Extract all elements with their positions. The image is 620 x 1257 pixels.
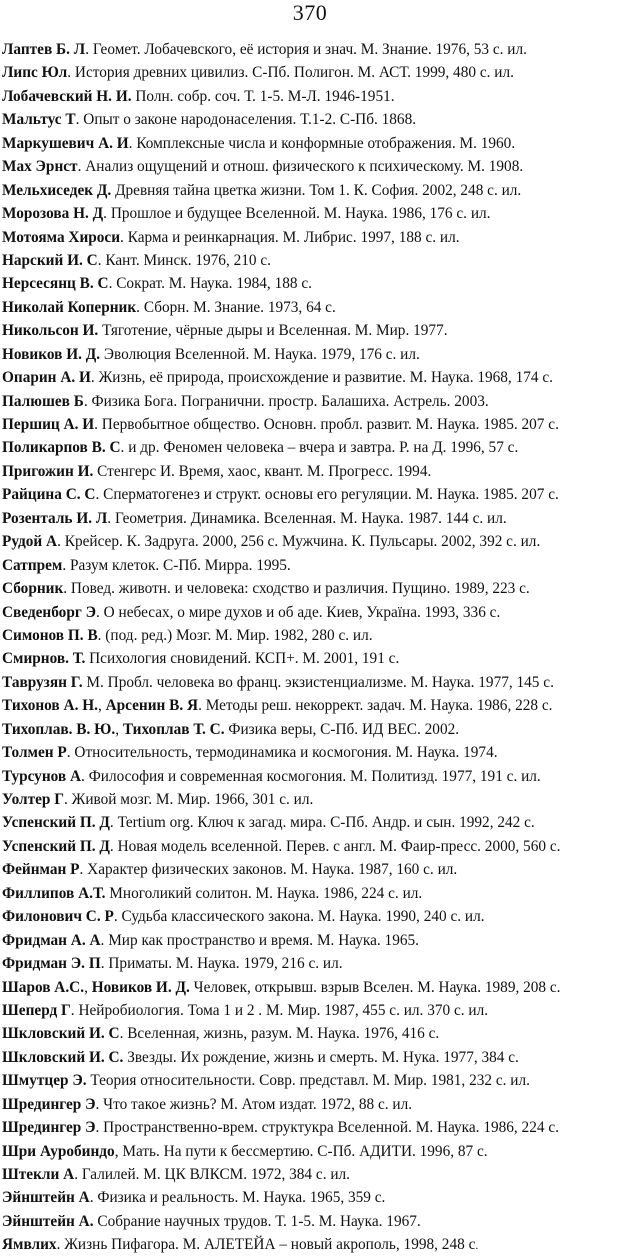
- bibliography-entry: [2, 835, 618, 858]
- author-separator: ,: [84, 978, 92, 996]
- entry-author: Мах Эрнст: [2, 158, 78, 176]
- entry-author: Розенталь И. Л: [2, 509, 108, 527]
- entry-author: Эйнштейн А: [2, 1189, 90, 1207]
- entry-text: . Карма и реинкарнация. М. Либрис. 1997, 188 с. ил.: [120, 228, 460, 246]
- entry-text: Физика веры, С-Пб. ИД ВЕС. 2002.: [224, 720, 460, 738]
- bibliography-entry: [2, 108, 618, 131]
- entry-author: Эйнштейн А.: [2, 1212, 94, 1230]
- entry-author: Рудой А: [2, 533, 58, 551]
- bibliography-entry: [2, 483, 618, 506]
- entry-text: . Пространственно-врем. структукра Вселенной. М. Наука. 1986, 224 с.: [95, 1119, 559, 1137]
- bibliography-entry: [2, 788, 618, 811]
- entry-text: . Повед. животн. и человека: сходство и различия. Пущино. 1989, 223 с.: [63, 580, 530, 598]
- bibliography-entry: [2, 647, 618, 670]
- entry-author: Сведенборг Э: [2, 603, 96, 621]
- entry-author: Шаров А.С.: [2, 978, 85, 996]
- bibliography-entry: [2, 601, 618, 624]
- entry-author: Шеперд Г: [2, 1001, 71, 1019]
- bibliography-entry: [2, 366, 618, 389]
- entry-author: Нарский И. С: [2, 251, 98, 269]
- entry-text: . Опыт о законе народонаселения. Т.1-2. С-Пб. 1868.: [75, 111, 417, 129]
- entry-text: . Приматы. М. Наука. 1979, 216 с. ил.: [100, 955, 343, 973]
- bibliography-entry: [2, 577, 618, 600]
- bibliography-entry: [2, 249, 618, 272]
- bibliography-entry: [2, 460, 618, 483]
- bibliography-entry: [2, 319, 618, 342]
- entry-author: Мотояма Хироси: [2, 228, 121, 246]
- author-separator: ,: [115, 720, 123, 738]
- bibliography-entry: [2, 671, 618, 694]
- entry-text: . Физика Бога. Погранични. простр. Балашиха. Астрель. 2003.: [83, 392, 489, 410]
- bibliography-entry: [2, 999, 618, 1022]
- bibliography-entry: [2, 38, 618, 61]
- entry-text: . Крейсер. К. Задруга. 2000, 256 с. Мужчина. К. Пульсары. 2002, 392 с. ил.: [57, 533, 541, 551]
- bibliography-entry: [2, 85, 618, 108]
- entry-author: Фридман Э. П: [2, 955, 101, 973]
- entry-text: . Анализ ощущений и отнош. физического к психическому. М. 1908.: [77, 158, 524, 176]
- entry-author: Успенский П. Д: [2, 814, 110, 832]
- entry-author: Райцина С. С: [2, 486, 96, 504]
- entry-author: Таврузян Г.: [2, 673, 83, 691]
- entry-text: . Нейробиология. Тома 1 и 2 . М. Мир. 1987, 455 с. ил. 370 с. ил.: [70, 1001, 489, 1019]
- entry-text: . Жизнь, её природа, происхождение и развитие. М. Наука. 1968, 174 с.: [90, 369, 553, 387]
- bibliography-entry: [2, 413, 618, 436]
- entry-text: . Комплексные числа и конформные отображения. М. 1960.: [128, 134, 516, 152]
- entry-text: Теория относительности. Совр. представл. М. Мир. 1981, 232 с. ил.: [86, 1072, 530, 1090]
- entry-author: Николай Коперник: [2, 298, 137, 316]
- bibliography-entry: [2, 272, 618, 295]
- entry-author: Никольсон И.: [2, 322, 99, 340]
- entry-text: . Жизнь Пифагора. М. АЛЕТЕЙА – новый акрополь, 1998, 248 с: [56, 1236, 476, 1254]
- entry-author: Шмутцер Э.: [2, 1072, 87, 1090]
- entry-text: . Сперматогенез и структ. основы его регуляции. М. Наука. 1985. 207 с.: [95, 486, 559, 504]
- entry-author: Ямвлих: [2, 1236, 57, 1254]
- entry-author: Липс Юл: [2, 64, 68, 82]
- bibliography-entry: [2, 530, 618, 553]
- entry-author: Лобачевский Н. И.: [2, 87, 132, 105]
- entry-author: Палюшев Б: [2, 392, 84, 410]
- entry-text: . История древних цивилиз. С-Пб. Полигон. М. АСТ. 1999, 480 с. ил.: [67, 64, 514, 82]
- entry-author: Шредингер Э: [2, 1119, 96, 1137]
- entry-text: Человек, открывш. взрыв Вселен. М. Наука. 1989, 208 с.: [189, 978, 561, 996]
- entry-text: . Сборн. М. Знание. 1973, 64 с.: [136, 298, 336, 316]
- bibliography-entry: [2, 1046, 618, 1069]
- bibliography-entry: [2, 1093, 618, 1116]
- entry-text: М. Пробл. человека во франц. экзистенциализме. М. Наука. 1977, 145 с.: [82, 673, 554, 691]
- entry-author: Мальтус Т: [2, 111, 76, 129]
- entry-text: . Tertium org. Ключ к загад. мира. С-Пб. Андр. и сын. 1992, 242 с.: [109, 814, 535, 832]
- entry-author: Успенский П. Д: [2, 837, 110, 855]
- entry-author: Тихоплав. В. Ю.: [2, 720, 116, 738]
- entry-text: Звезды. Их рождение, жизнь и смерть. М. Нука. 1977, 384 с.: [123, 1048, 519, 1066]
- entry-author: Першиц А. И: [2, 416, 95, 433]
- bibliography-entry: [2, 1163, 618, 1186]
- bibliography-entry: [2, 811, 618, 834]
- bibliography-entry: [2, 132, 618, 155]
- entry-text: . Первобытное общество. Основн. пробл. развит. М. Наука. 1985. 207 с.: [94, 416, 559, 433]
- entry-text: . О небесах, о мире духов и об аде. Киев, Україна. 1993, 336 с.: [96, 603, 501, 621]
- entry-author: Шри Ауробиндо: [2, 1142, 115, 1160]
- bibliography-entry: [2, 741, 618, 764]
- bibliography-entry: [2, 1210, 618, 1233]
- entry-text: . Геометрия. Динамика. Вселенная. М. Наука. 1987. 144 с. ил.: [107, 509, 507, 527]
- bibliography-entry: [2, 976, 618, 999]
- bibliography-entry: [2, 436, 618, 459]
- entry-text: . Что такое жизнь? М. Атом издат. 1972, 88 с. ил.: [95, 1095, 413, 1113]
- bibliography-entry: [2, 202, 618, 225]
- entry-text: . Характер физических законов. М. Наука. 1987, 160 с. ил.: [79, 861, 458, 879]
- entry-author: Сатпрем: [2, 556, 63, 574]
- bibliography-entry: [2, 765, 618, 788]
- entry-author: Тихоплав Т. С.: [122, 720, 225, 738]
- entry-text: , Мать. На пути к бессмертию. С-Пб. АДИТИ. 1996, 87 с.: [114, 1142, 488, 1160]
- entry-text: Психология сновидений. КСП+. М. 2001, 191 с.: [85, 650, 400, 668]
- entry-text: . Кант. Минск. 1976, 210 с.: [97, 251, 271, 269]
- entry-text: . Судьба классического закона. М. Наука. 1990, 240 с. ил.: [113, 908, 485, 926]
- entry-text: . Прошлое и будущее Вселенной. М. Наука. 1986, 176 с. ил.: [103, 205, 491, 223]
- bibliography-entry: [2, 390, 618, 413]
- entry-text: Эволюция Вселенной. М. Наука. 1979, 176 с. ил.: [100, 345, 420, 363]
- entry-text: . Физика и реальность. М. Наука. 1965, 359 с.: [89, 1189, 386, 1207]
- entry-author: Штекли А: [2, 1166, 75, 1183]
- entry-author: Фейнман Р: [2, 861, 80, 879]
- entry-text: Полн. собр. соч. Т. 1-5. М-Л. 1946-1951.: [131, 87, 395, 105]
- entry-author: Нерсесянц В. С: [2, 275, 109, 293]
- entry-text: Собрание научных трудов. Т. 1-5. М. Наука. 1967.: [93, 1212, 421, 1230]
- entry-text: . Сократ. М. Наука. 1984, 188 с.: [108, 275, 312, 293]
- entry-trailing-mark: .: [475, 1238, 479, 1253]
- bibliography-entry: [2, 61, 618, 84]
- entry-text: . Философия и современная космогония. М. Политизд. 1977, 191 с. ил.: [81, 767, 541, 785]
- entry-text: Древняя тайна цветка жизни. Том 1. К. София. 2002, 248 с. ил.: [111, 181, 522, 199]
- entry-author: Тихонов А. Н.: [2, 697, 98, 715]
- entry-text: . Вселенная, жизнь, разум. М. Наука. 1976, 416 с.: [119, 1025, 440, 1043]
- entry-text: . Живой мозг. М. Мир. 1966, 301 с. ил.: [63, 791, 314, 808]
- entry-author: Фридман А. А: [2, 931, 101, 949]
- entry-author: Филлипов А.Т.: [2, 884, 106, 902]
- entry-author: Арсенин В. Я: [105, 697, 199, 715]
- bibliography-entry: [2, 296, 618, 319]
- entry-author: Пригожин И.: [2, 462, 94, 480]
- entry-text: . Новая модель вселенной. Перев. с англ. М. Фаир-пресс. 2000, 560 с.: [109, 837, 561, 855]
- entry-author: Сборник: [2, 580, 64, 598]
- bibliography-entry: [2, 1233, 618, 1256]
- entry-text: Тяготение, чёрные дыры и Вселенная. М. Мир. 1977.: [98, 322, 448, 340]
- bibliography-entry: [2, 882, 618, 905]
- bibliography-entry: [2, 1186, 618, 1209]
- entry-author: Шредингер Э: [2, 1095, 96, 1113]
- entry-author: Симонов П. В: [2, 626, 98, 644]
- entry-author: Шкловский И. С: [2, 1025, 120, 1043]
- bibliography-entry: [2, 155, 618, 178]
- entry-author: Лаптев Б. Л: [2, 41, 86, 58]
- entry-author: Мельхиседек Д.: [2, 181, 112, 199]
- bibliography-entry: [2, 929, 618, 952]
- bibliography-entry: [2, 507, 618, 530]
- entry-author: Новиков И. Д.: [2, 345, 101, 363]
- entry-author: Новиков И. Д.: [91, 978, 190, 996]
- entry-text: . и др. Феномен человека – вчера и завтра. Р. на Д. 1996, 57 с.: [120, 439, 519, 457]
- entry-author: Маркушевич А. И: [2, 134, 129, 152]
- entry-author: Толмен Р: [2, 744, 67, 762]
- entry-author: Шкловский И. С.: [2, 1048, 124, 1066]
- entry-text: Многоликий солитон. М. Наука. 1986, 224 с. ил.: [105, 884, 423, 902]
- bibliography-entry: [2, 1116, 618, 1139]
- bibliography-entry: [2, 1140, 618, 1163]
- entry-author: Смирнов. Т.: [2, 650, 86, 668]
- entry-author: Уолтер Г: [2, 791, 64, 808]
- entry-author: Турсунов А: [2, 767, 82, 785]
- bibliography-entry: [2, 343, 618, 366]
- bibliography-entry: [2, 718, 618, 741]
- bibliography-entry: [2, 694, 618, 717]
- entry-text: . Галилей. М. ЦК ВЛКСМ. 1972, 384 с. ил.: [74, 1166, 350, 1183]
- bibliography-entry: [2, 858, 618, 881]
- bibliography-entry: [2, 226, 618, 249]
- entry-text: . Методы реш. некоррект. задач. М. Наука. 1986, 228 с.: [198, 697, 553, 715]
- entry-author: Морозова Н. Д: [2, 205, 104, 223]
- bibliography-entry: [2, 179, 618, 202]
- bibliography-entry: [2, 554, 618, 577]
- bibliography-list: [2, 38, 618, 1257]
- entry-text: . Геомет. Лобачевского, её история и знач. М. Знание. 1976, 53 с. ил.: [85, 41, 527, 58]
- page-number: 370: [292, 0, 328, 25]
- entry-author: Опарин А. И: [2, 369, 91, 387]
- bibliography-entry: [2, 952, 618, 975]
- author-separator: ,: [97, 697, 106, 715]
- entry-text: Стенгерс И. Время, хаос, квант. М. Прогресс. 1994.: [93, 462, 432, 480]
- entry-text: . Разум клеток. С-Пб. Мирра. 1995.: [62, 556, 291, 574]
- entry-author: Филонович С. Р: [2, 908, 114, 926]
- entry-text: . Относительность, термодинамика и космогония. М. Наука. 1974.: [66, 744, 498, 762]
- bibliography-entry: [2, 624, 618, 647]
- entry-text: . Мир как пространство и время. М. Наука. 1965.: [100, 931, 419, 949]
- bibliography-entry: [2, 1069, 618, 1092]
- entry-text: . (под. ред.) Мозг. М. Мир. 1982, 280 с. ил.: [97, 626, 373, 644]
- bibliography-entry: [2, 905, 618, 928]
- entry-author: Поликарпов В. С: [2, 439, 121, 457]
- bibliography-entry: [2, 1022, 618, 1045]
